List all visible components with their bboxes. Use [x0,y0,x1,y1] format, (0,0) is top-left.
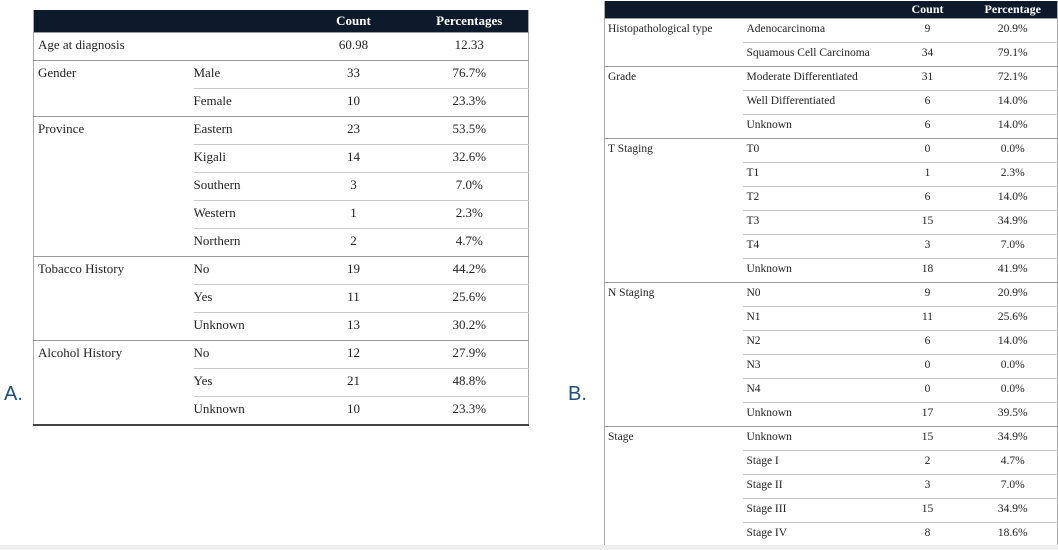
category-cell: Unknown [194,313,297,341]
variable-cell [605,499,743,523]
count-cell: 13 [297,313,411,341]
count-cell: 18 [887,259,969,283]
table-row [34,117,529,145]
category-cell [194,33,297,61]
category-cell: Stage IV [743,523,887,547]
percentage-cell: 41.9% [969,259,1058,283]
table-row [34,397,529,426]
table-row [605,67,1058,91]
table-row [34,313,529,341]
percentage-cell: 30.2% [411,313,529,341]
table-row [34,341,529,369]
table-row [605,139,1058,163]
table-row [605,427,1058,451]
count-cell: 60.98 [297,33,411,61]
table-row [34,369,529,397]
variable-cell [605,451,743,475]
count-cell: 15 [887,427,969,451]
category-cell: Moderate Differentiated [743,67,887,91]
variable-cell [34,285,194,313]
variable-cell [34,397,194,426]
percentage-cell: 76.7% [411,61,529,89]
variable-cell [605,355,743,379]
table-header-row [605,1,1058,19]
category-cell: Female [194,89,297,117]
variable-cell [34,229,194,257]
panel-label-a: A. [4,383,23,405]
category-cell: Male [194,61,297,89]
percentage-cell: 34.9% [969,427,1058,451]
category-cell: Unknown [743,403,887,427]
count-cell: 2 [297,229,411,257]
count-cell: 0 [887,355,969,379]
variable-cell [34,89,194,117]
category-cell: Unknown [743,427,887,451]
category-cell: N4 [743,379,887,403]
variable-cell [34,369,194,397]
variable-cell [605,115,743,139]
variable-cell: Province [34,117,194,145]
count-cell: 21 [297,369,411,397]
category-cell: Adenocarcinoma [743,19,887,43]
count-cell: 3 [887,235,969,259]
table-row [605,475,1058,499]
header-cell-category [194,10,297,33]
percentage-cell: 32.6% [411,145,529,173]
panel-label-b: B. [568,383,587,405]
variable-cell [605,523,743,547]
variable-cell: Gender [34,61,194,89]
category-cell: T1 [743,163,887,187]
count-cell: 6 [887,115,969,139]
table-row [605,403,1058,427]
percentage-cell: 2.3% [969,163,1058,187]
category-cell: Yes [194,369,297,397]
count-cell: 6 [887,187,969,211]
percentage-cell: 14.0% [969,187,1058,211]
table-row [34,33,529,61]
percentage-cell: 0.0% [969,355,1058,379]
percentage-cell: 20.9% [969,283,1058,307]
count-cell: 12 [297,341,411,369]
table-row [605,259,1058,283]
category-cell: No [194,341,297,369]
count-cell: 9 [887,283,969,307]
count-cell: 11 [887,307,969,331]
table-row [605,499,1058,523]
count-cell: 33 [297,61,411,89]
percentage-cell: 25.6% [969,307,1058,331]
category-cell: N0 [743,283,887,307]
clinical-table [604,1,1058,547]
count-cell: 34 [887,43,969,67]
table-header-row [34,10,529,33]
percentage-cell: 23.3% [411,89,529,117]
percentage-cell: 48.8% [411,369,529,397]
count-cell: 3 [887,475,969,499]
table-row [605,283,1058,307]
count-cell: 0 [887,139,969,163]
count-cell: 17 [887,403,969,427]
category-cell: Southern [194,173,297,201]
percentage-cell: 18.6% [969,523,1058,547]
variable-cell [605,211,743,235]
count-cell: 2 [887,451,969,475]
table-row [605,331,1058,355]
header-cell-count: Count [297,10,411,33]
variable-cell [605,379,743,403]
percentage-cell: 72.1% [969,67,1058,91]
category-cell: Unknown [743,115,887,139]
category-cell: T4 [743,235,887,259]
variable-cell [34,173,194,201]
percentage-cell: 79.1% [969,43,1058,67]
category-cell: Stage III [743,499,887,523]
count-cell: 6 [887,91,969,115]
header-cell-variable [34,10,194,33]
count-cell: 1 [297,201,411,229]
variable-cell: Histopathological type [605,19,743,43]
variable-cell [605,163,743,187]
variable-cell: Alcohol History [34,341,194,369]
category-cell: T0 [743,139,887,163]
percentage-cell: 2.3% [411,201,529,229]
table-row [605,451,1058,475]
percentage-cell: 0.0% [969,379,1058,403]
category-cell: No [194,257,297,285]
percentage-cell: 34.9% [969,499,1058,523]
category-cell: Squamous Cell Carcinoma [743,43,887,67]
count-cell: 8 [887,523,969,547]
percentage-cell: 34.9% [969,211,1058,235]
percentage-cell: 14.0% [969,115,1058,139]
percentage-cell: 25.6% [411,285,529,313]
count-cell: 15 [887,499,969,523]
percentage-cell: 27.9% [411,341,529,369]
table-row [605,163,1058,187]
category-cell: T2 [743,187,887,211]
count-cell: 10 [297,397,411,426]
percentage-cell: 39.5% [969,403,1058,427]
category-cell: Northern [194,229,297,257]
table-row [34,173,529,201]
variable-cell [34,201,194,229]
category-cell: Stage I [743,451,887,475]
table-row [34,257,529,285]
variable-cell [605,91,743,115]
table-row [605,187,1058,211]
variable-cell [605,403,743,427]
table-row [605,379,1058,403]
variable-cell [605,331,743,355]
variable-cell: Age at diagnosis [34,33,194,61]
category-cell: T3 [743,211,887,235]
count-cell: 14 [297,145,411,173]
table-row [34,229,529,257]
count-cell: 31 [887,67,969,91]
header-cell-variable [605,1,743,19]
count-cell: 6 [887,331,969,355]
variable-cell [605,43,743,67]
count-cell: 10 [297,89,411,117]
percentage-cell: 14.0% [969,331,1058,355]
count-cell: 11 [297,285,411,313]
percentage-cell: 53.5% [411,117,529,145]
variable-cell: Grade [605,67,743,91]
header-cell-percentages: Percentages [411,10,529,33]
category-cell: Unknown [743,259,887,283]
variable-cell [605,235,743,259]
category-cell: Western [194,201,297,229]
count-cell: 23 [297,117,411,145]
table-row [605,523,1058,547]
percentage-cell: 0.0% [969,139,1058,163]
header-cell-count: Count [887,1,969,19]
table-row [34,61,529,89]
count-cell: 3 [297,173,411,201]
percentage-cell: 20.9% [969,19,1058,43]
category-cell: Well Differentiated [743,91,887,115]
category-cell: N3 [743,355,887,379]
table-row [34,145,529,173]
percentage-cell: 44.2% [411,257,529,285]
category-cell: Yes [194,285,297,313]
percentage-cell: 23.3% [411,397,529,426]
count-cell: 19 [297,257,411,285]
variable-cell [605,475,743,499]
table-row [605,43,1058,67]
header-cell-percentage: Percentage [969,1,1058,19]
category-cell: Stage II [743,475,887,499]
table-row [34,201,529,229]
table-row [605,115,1058,139]
table-row [605,19,1058,43]
table-row [605,307,1058,331]
count-cell: 9 [887,19,969,43]
percentage-cell: 12.33 [411,33,529,61]
table-row [605,91,1058,115]
bottom-edge [0,545,1058,550]
count-cell: 15 [887,211,969,235]
variable-cell: N Staging [605,283,743,307]
table-row [605,211,1058,235]
variable-cell [605,307,743,331]
percentage-cell: 14.0% [969,91,1058,115]
count-cell: 1 [887,163,969,187]
percentage-cell: 4.7% [411,229,529,257]
table-row [605,355,1058,379]
count-cell: 0 [887,379,969,403]
variable-cell [605,187,743,211]
category-cell: Kigali [194,145,297,173]
percentage-cell: 4.7% [969,451,1058,475]
category-cell: N2 [743,331,887,355]
table-row [34,89,529,117]
variable-cell [34,145,194,173]
variable-cell: Tobacco History [34,257,194,285]
category-cell: N1 [743,307,887,331]
category-cell: Eastern [194,117,297,145]
variable-cell [605,259,743,283]
percentage-cell: 7.0% [969,475,1058,499]
variable-cell [34,313,194,341]
demographics-table [33,10,529,426]
percentage-cell: 7.0% [969,235,1058,259]
variable-cell: T Staging [605,139,743,163]
category-cell: Unknown [194,397,297,426]
table-row [605,235,1058,259]
table-row [34,285,529,313]
percentage-cell: 7.0% [411,173,529,201]
header-cell-category [743,1,887,19]
variable-cell: Stage [605,427,743,451]
